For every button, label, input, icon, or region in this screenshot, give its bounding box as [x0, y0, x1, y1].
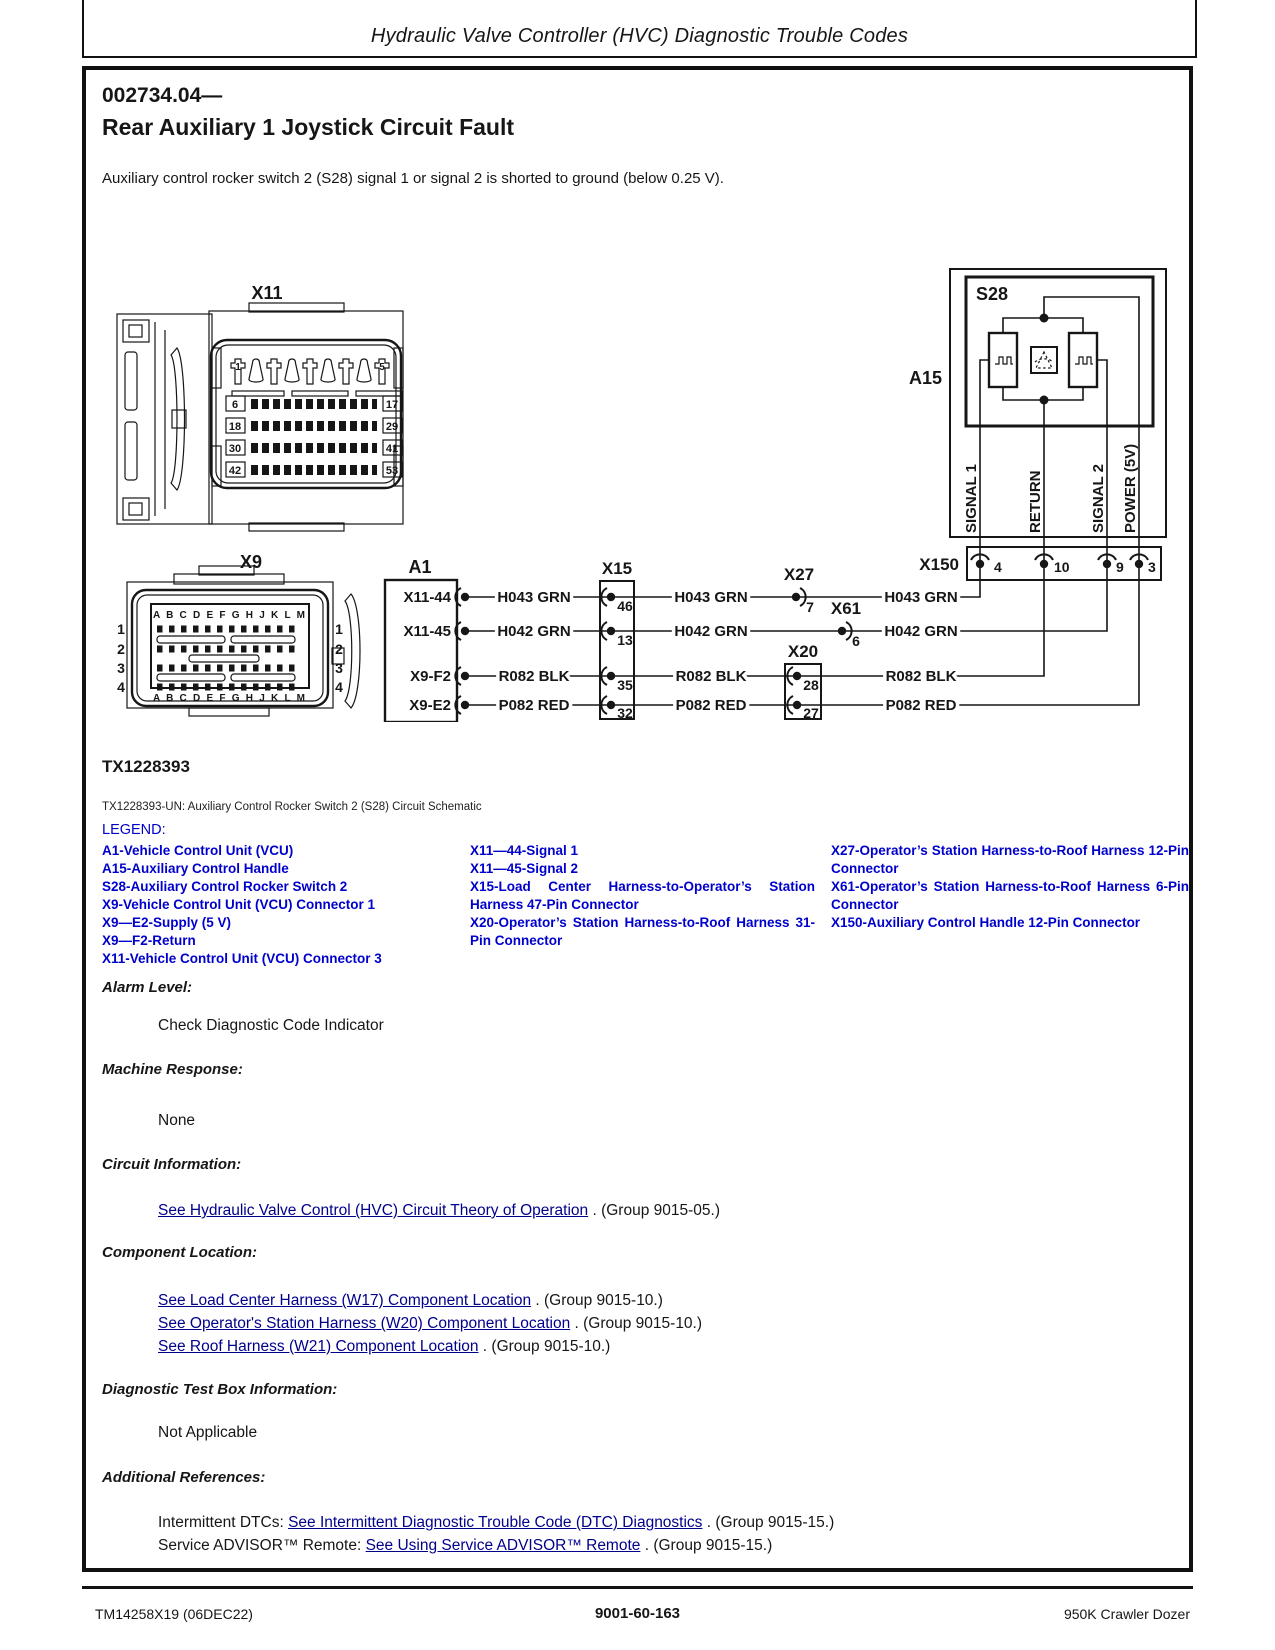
svg-text:H043 GRN: H043 GRN: [884, 589, 958, 606]
legend-column-3: [831, 842, 1189, 968]
svg-text:P082 RED: P082 RED: [675, 697, 747, 714]
legend-item: X61-Operator’s Station Harness-to-Roof Harness 6-Pin Connector: [831, 879, 1189, 912]
svg-text:41: 41: [385, 443, 399, 455]
wire-labels-to-x150: [884, 589, 957, 714]
x20-connector: [785, 642, 821, 721]
diagnostic-test-box-value: Not Applicable: [158, 1424, 258, 1441]
svg-text:3: 3: [335, 660, 343, 676]
svg-text:13: 13: [617, 632, 633, 648]
a15-label: A15: [908, 368, 942, 388]
svg-text:27: 27: [803, 705, 819, 721]
wire-labels-x15-mid: [674, 589, 747, 714]
x11-connector-drawing: [117, 283, 403, 531]
x15-connector: [600, 559, 634, 721]
svg-text:SIGNAL 2: SIGNAL 2: [1090, 464, 1107, 533]
svg-text:X9-E2: X9-E2: [409, 697, 451, 714]
legend: [102, 842, 1189, 968]
svg-text:35: 35: [617, 677, 633, 693]
group-ref: . (Group 9015-05.): [588, 1202, 720, 1219]
figure-caption: TX1228393-UN: Auxiliary Control Rocker Switch 2 (S28) Circuit Schematic: [102, 801, 482, 813]
group-ref: . (Group 9015-10.): [531, 1292, 663, 1309]
legend-item: A1-Vehicle Control Unit (VCU): [102, 843, 294, 858]
legend-column-1: [102, 842, 454, 968]
component-location-line: [158, 1315, 702, 1333]
additional-reference-line: [158, 1537, 772, 1555]
legend-item: S28-Auxiliary Control Rocker Switch 2: [102, 879, 348, 894]
svg-text:30: 30: [228, 443, 242, 455]
legend-item: X27-Operator’s Station Harness-to-Roof Harness 12-Pin Connector: [831, 843, 1189, 876]
page-header: [82, 0, 1197, 58]
svg-text:R082 BLK: R082 BLK: [498, 668, 570, 685]
legend-item: X15-Load Center Harness-to-Operator’s Station Harness 47-Pin Connector: [470, 879, 815, 912]
dtc-code: 002734.04—: [102, 84, 223, 107]
x11-key-row: [231, 359, 389, 384]
x61-connector: [831, 599, 861, 649]
svg-text:H042 GRN: H042 GRN: [674, 623, 748, 640]
a1-label: A1: [408, 557, 432, 577]
svg-text:18: 18: [228, 421, 242, 433]
reference-prefix: Service ADVISOR™ Remote:: [158, 1537, 366, 1554]
svg-text:4: 4: [335, 679, 343, 695]
svg-text:X11-44: X11-44: [403, 589, 451, 606]
dtc-description: Auxiliary control rocker switch 2 (S28) signal 1 or signal 2 is shorted to ground (below 0.25 V).: [102, 170, 724, 187]
svg-text:17: 17: [385, 399, 399, 411]
component-location-line: [158, 1338, 610, 1356]
circuit-schematic: [99, 252, 1169, 722]
operators-station-harness-link[interactable]: See Operator's Station Harness (W20) Component Location: [158, 1315, 571, 1332]
group-ref: . (Group 9015-10.): [570, 1315, 703, 1332]
x9-letters-top: A B C D E F G H J K L M: [153, 610, 305, 621]
legend-item: X20-Operator’s Station Harness-to-Roof Harness 31-Pin Connector: [470, 915, 815, 948]
svg-text:3: 3: [1148, 559, 1156, 575]
svg-text:H042 GRN: H042 GRN: [497, 623, 571, 640]
legend-item: X11-Vehicle Control Unit (VCU) Connector 3: [102, 951, 382, 966]
reference-prefix: Intermittent DTCs:: [158, 1514, 289, 1531]
svg-text:H043 GRN: H043 GRN: [497, 589, 571, 606]
s28-label: S28: [976, 284, 1009, 304]
section-alarm-level: Alarm Level:: [102, 979, 193, 996]
s28-rocker-symbol: [1031, 347, 1057, 373]
svg-text:28: 28: [803, 677, 819, 693]
svg-text:2: 2: [335, 641, 343, 657]
legend-title: LEGEND:: [102, 822, 166, 838]
service-advisor-remote-link[interactable]: See Using Service ADVISOR™ Remote: [365, 1537, 641, 1554]
footer-machine-model: 950K Crawler Dozer: [1063, 1606, 1190, 1622]
svg-text:10: 10: [1054, 559, 1070, 575]
handle-signal-labels: [963, 444, 1139, 533]
additional-reference-line: [158, 1514, 834, 1532]
section-additional-references: Additional References:: [102, 1469, 266, 1486]
svg-text:H043 GRN: H043 GRN: [674, 589, 748, 606]
a1-vcu-box: [385, 557, 469, 722]
legend-item: X9—E2-Supply (5 V): [102, 915, 232, 930]
legend-item: A15-Auxiliary Control Handle: [102, 861, 289, 876]
svg-text:2: 2: [117, 641, 125, 657]
svg-text:53: 53: [385, 465, 399, 477]
legend-item: X9—F2-Return: [102, 933, 196, 948]
svg-text:7: 7: [806, 599, 814, 615]
footer-page-number: 9001-60-163: [594, 1605, 681, 1622]
svg-text:P082 RED: P082 RED: [498, 697, 570, 714]
x9-connector-drawing: [117, 552, 360, 716]
svg-text:R082 BLK: R082 BLK: [885, 668, 957, 685]
alarm-level-value: Check Diagnostic Code Indicator: [158, 1017, 384, 1034]
x9-pin-rows: [157, 629, 299, 687]
svg-text:1: 1: [335, 621, 343, 637]
page-header-title: Hydraulic Valve Controller (HVC) Diagnostic Trouble Codes: [370, 25, 909, 47]
group-ref: . (Group 9015-15.): [702, 1514, 835, 1531]
svg-text:X27: X27: [783, 565, 815, 584]
x11-pin-rows: [251, 404, 377, 470]
x11-pin5: 5: [379, 362, 385, 373]
svg-text:X11-45: X11-45: [403, 623, 451, 640]
svg-text:X61: X61: [830, 599, 862, 618]
svg-text:4: 4: [117, 679, 125, 695]
svg-text:29: 29: [385, 421, 399, 433]
svg-text:4: 4: [994, 559, 1002, 575]
svg-text:6: 6: [231, 399, 239, 411]
legend-item: X150-Auxiliary Control Handle 12-Pin Connector: [831, 915, 1141, 930]
svg-text:P082 RED: P082 RED: [885, 697, 957, 714]
component-location-line: [158, 1292, 663, 1310]
svg-text:42: 42: [228, 465, 242, 477]
x27-connector: [784, 565, 814, 615]
x11-label: X11: [251, 283, 283, 303]
roof-harness-link[interactable]: See Roof Harness (W21) Component Location: [158, 1338, 479, 1355]
group-ref: . (Group 9015-15.): [640, 1537, 773, 1554]
group-ref: . (Group 9015-10.): [478, 1338, 611, 1355]
dtc-title: Rear Auxiliary 1 Joystick Circuit Fault: [102, 114, 515, 140]
svg-text:X9-F2: X9-F2: [410, 668, 451, 685]
svg-text:X150: X150: [919, 555, 959, 574]
machine-response-value: None: [158, 1112, 196, 1129]
svg-text:RETURN: RETURN: [1027, 470, 1044, 533]
svg-text:1: 1: [117, 621, 125, 637]
x9-letters-bottom: A B C D E F G H J K L M: [153, 693, 305, 704]
svg-text:46: 46: [617, 598, 633, 614]
section-diagnostic-test-box: Diagnostic Test Box Information:: [102, 1381, 338, 1398]
intermittent-dtc-link[interactable]: See Intermittent Diagnostic Trouble Code (DTC) Diagnostics: [288, 1514, 703, 1531]
svg-text:3: 3: [117, 660, 125, 676]
section-circuit-information: Circuit Information:: [102, 1156, 242, 1173]
svg-text:H042 GRN: H042 GRN: [884, 623, 958, 640]
svg-text:X20: X20: [787, 642, 819, 661]
x9-label: X9: [239, 552, 263, 572]
load-center-harness-link[interactable]: See Load Center Harness (W17) Component Location: [158, 1292, 532, 1309]
svg-text:R082 BLK: R082 BLK: [675, 668, 747, 685]
svg-text:POWER (5V): POWER (5V): [1122, 443, 1139, 533]
section-component-location: Component Location:: [102, 1244, 257, 1261]
footer-rule: [82, 1586, 1193, 1589]
svg-text:SIGNAL 1: SIGNAL 1: [963, 464, 980, 533]
circuit-information-line: [158, 1202, 720, 1220]
svg-text:X15: X15: [601, 559, 633, 578]
circuit-theory-link[interactable]: See Hydraulic Valve Control (HVC) Circuit Theory of Operation: [158, 1202, 589, 1219]
legend-item: X9-Vehicle Control Unit (VCU) Connector 1: [102, 897, 376, 912]
s28-hall-sensors: [989, 333, 1097, 387]
wire-labels-a1-x15: [497, 589, 570, 714]
footer-manual-id: TM14258X19 (06DEC22): [95, 1606, 253, 1622]
figure-id: TX1228393: [102, 757, 190, 776]
legend-column-2: [470, 842, 815, 968]
content-frame: [82, 66, 1193, 1572]
section-machine-response: Machine Response:: [102, 1061, 243, 1078]
legend-item: X11—44-Signal 1: [470, 843, 579, 858]
x11-pin1: 1: [235, 362, 241, 373]
svg-text:9: 9: [1116, 559, 1124, 575]
legend-item: X11—45-Signal 2: [470, 861, 579, 876]
x150-connector: [919, 547, 1161, 580]
svg-text:32: 32: [617, 705, 633, 721]
a15-handle-box: [909, 269, 1166, 564]
svg-text:6: 6: [852, 633, 860, 649]
